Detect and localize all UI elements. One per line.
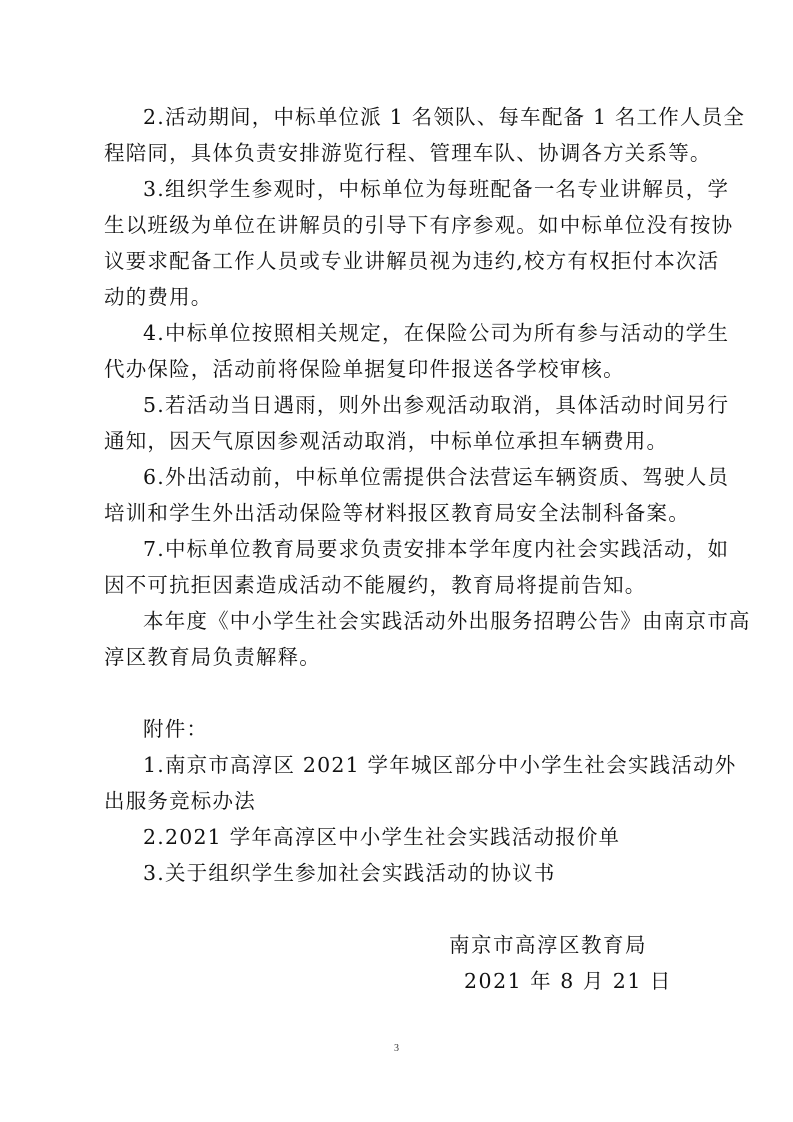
page-number: 3 bbox=[394, 1043, 399, 1054]
item-7-line-2: 因不可抗拒因素造成活动不能履约，教育局将提前告知。 bbox=[104, 573, 647, 597]
item-6-line-1: 6.外出活动前，中标单位需提供合法营运车辆资质、驾驶人员 bbox=[143, 465, 730, 489]
item-3-line-4: 动的费用。 bbox=[104, 285, 213, 309]
item-3-line-1: 3.组织学生参观时，中标单位为每班配备一名专业讲解员，学 bbox=[143, 177, 730, 201]
item-5-line-2: 通知，因天气原因参观活动取消，中标单位承担车辆费用。 bbox=[104, 429, 669, 453]
item-3-line-2: 生以班级为单位在讲解员的引导下有序参观。如中标单位没有按协 bbox=[104, 213, 734, 237]
signature-organization: 南京市高淳区教育局 bbox=[449, 933, 647, 957]
closing-line-2: 淳区教育局负责解释。 bbox=[104, 645, 321, 669]
attachment-3: 3.关于组织学生参加社会实践活动的协议书 bbox=[143, 861, 556, 885]
signature-date: 2021 年 8 月 21 日 bbox=[464, 969, 672, 993]
attachment-2: 2.2021 学年高淳区中小学生社会实践活动报价单 bbox=[143, 825, 621, 849]
item-2-line-1: 2.活动期间，中标单位派 1 名领队、每车配备 1 名工作人员全 bbox=[143, 105, 746, 129]
item-5-line-1: 5.若活动当日遇雨，则外出参观活动取消，具体活动时间另行 bbox=[143, 393, 730, 417]
item-6-line-2: 培训和学生外出活动保险等材料报区教育局安全法制科备案。 bbox=[104, 501, 690, 525]
item-7-line-1: 7.中标单位教育局要求负责安排本学年度内社会实践活动，如 bbox=[143, 537, 730, 561]
closing-line-1: 本年度《中小学生社会实践活动外出服务招聘公告》由南京市高 bbox=[143, 609, 751, 633]
item-4-line-2: 代办保险，活动前将保险单据复印件报送各学校审核。 bbox=[104, 357, 625, 381]
attachment-1-line-1: 1.南京市高淳区 2021 学年城区部分中小学生社会实践活动外 bbox=[143, 753, 737, 777]
item-3-line-3: 议要求配备工作人员或专业讲解员视为违约,校方有权拒付本次活 bbox=[104, 249, 720, 273]
attachments-heading: 附件： bbox=[143, 717, 209, 741]
item-4-line-1: 4.中标单位按照相关规定，在保险公司为所有参与活动的学生 bbox=[143, 321, 730, 345]
attachment-1-line-2: 出服务竞标办法 bbox=[104, 789, 256, 813]
item-2-line-2: 程陪同，具体负责安排游览行程、管理车队、协调各方关系等。 bbox=[104, 141, 712, 165]
